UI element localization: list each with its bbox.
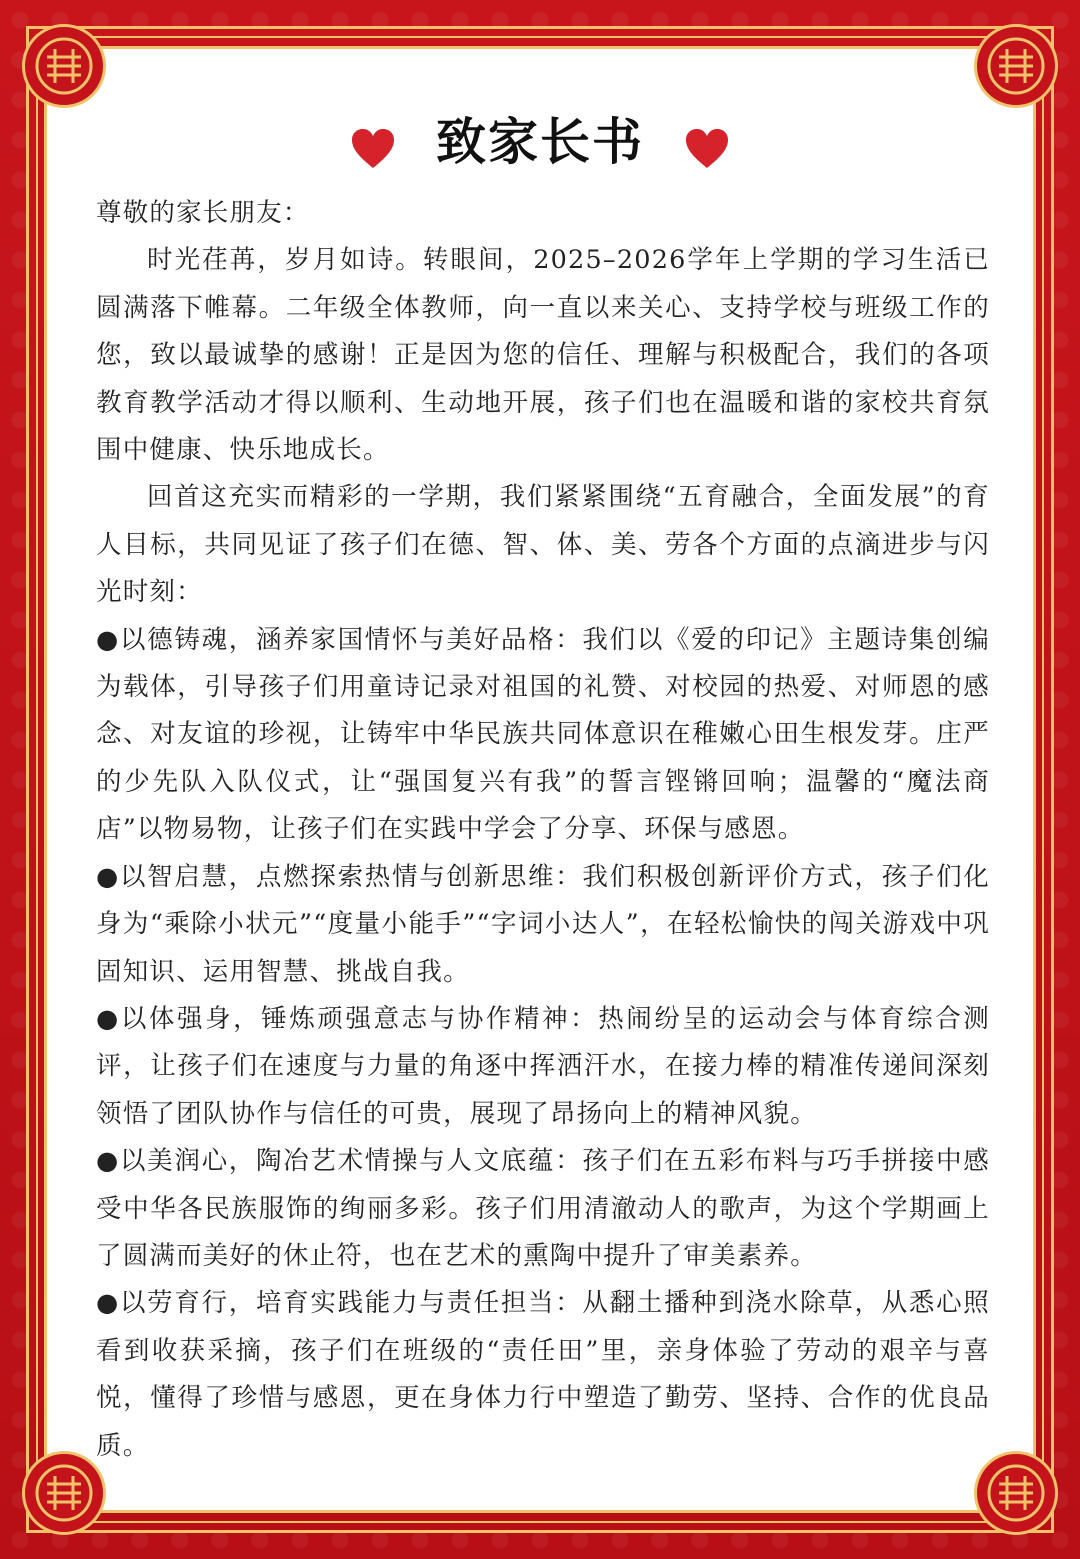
paragraph-intro: 时光荏苒，岁月如诗。转眼间，2025–2026学年上学期的学习生活已圆满落下帷幕。二年级全体教师，向一直以来关心、支持学校与班级工作的您，致以最诚挚的感谢！正是因为您的信任、理解与积极配合，我们的各项教育教学活动才得以顺利、生动地开展，孩子们也在温暖和谐的家校共育氛围中健康、快乐地成长。 (96, 245, 990, 466)
corner-medallion-icon (22, 24, 106, 108)
bullet-moral: ●以德铸魂，涵养家国情怀与美好品格：我们以《爱的印记》主题诗集创编为载体，引导孩子们用童诗记录对祖国的礼赞、对校园的热爱、对师恩的感念、对友谊的珍视，让铸牢中华民族共同体意识在稚嫩心田生根发芽。庄严的少先队入队仪式，让“强国复兴有我”的誓言铿锵回响；温馨的“魔法商店”以物易物，让孩子们在实践中学会了分享、环保与感恩。 (96, 624, 990, 845)
corner-medallion-icon (22, 1451, 106, 1535)
title-row (0, 98, 1080, 178)
letter-body (96, 190, 990, 1470)
heart-icon (684, 128, 730, 170)
bullet-labor: ●以劳育行，培育实践能力与责任担当：从翻土播种到浇水除草，从悉心照看到收获采摘，孩子们在班级的“责任田”里，亲身体验了劳动的艰辛与喜悦，懂得了珍惜与感恩，更在身体力行中塑造了勤劳、坚持、合作的优良品质。 (96, 1288, 990, 1461)
heart-icon (350, 128, 396, 170)
paragraph-review: 回首这充实而精彩的一学期，我们紧紧围绕“五育融合，全面发展”的育人目标，共同见证了孩子们在德、智、体、美、劳各个方面的点滴进步与闪光时刻： (96, 482, 990, 608)
page-title: 致家长书 (436, 113, 644, 171)
bullet-intellect: ●以智启慧，点燃探索热情与创新思维：我们积极创新评价方式，孩子们化身为“乘除小状元”“度量小能手”“字词小达人”，在轻松愉快的闯关游戏中巩固知识、运用智慧、挑战自我。 (96, 861, 990, 987)
corner-medallion-icon (974, 24, 1058, 108)
bullet-physical: ●以体强身，锤炼顽强意志与协作精神：热闹纷呈的运动会与体育综合测评，让孩子们在速度与力量的角逐中挥洒汗水，在接力棒的精准传递间深刻领悟了团队协作与信任的可贵，展现了昂扬向上的精神风貌。 (96, 1003, 990, 1129)
greeting: 尊敬的家长朋友： (96, 198, 310, 228)
bullet-aesthetic: ●以美润心，陶冶艺术情操与人文底蕴：孩子们在五彩布料与巧手拼接中感受中华各民族服饰的绚丽多彩。孩子们用清澈动人的歌声，为这个学期画上了圆满而美好的休止符，也在艺术的熏陶中提升了审美素养。 (96, 1146, 990, 1271)
